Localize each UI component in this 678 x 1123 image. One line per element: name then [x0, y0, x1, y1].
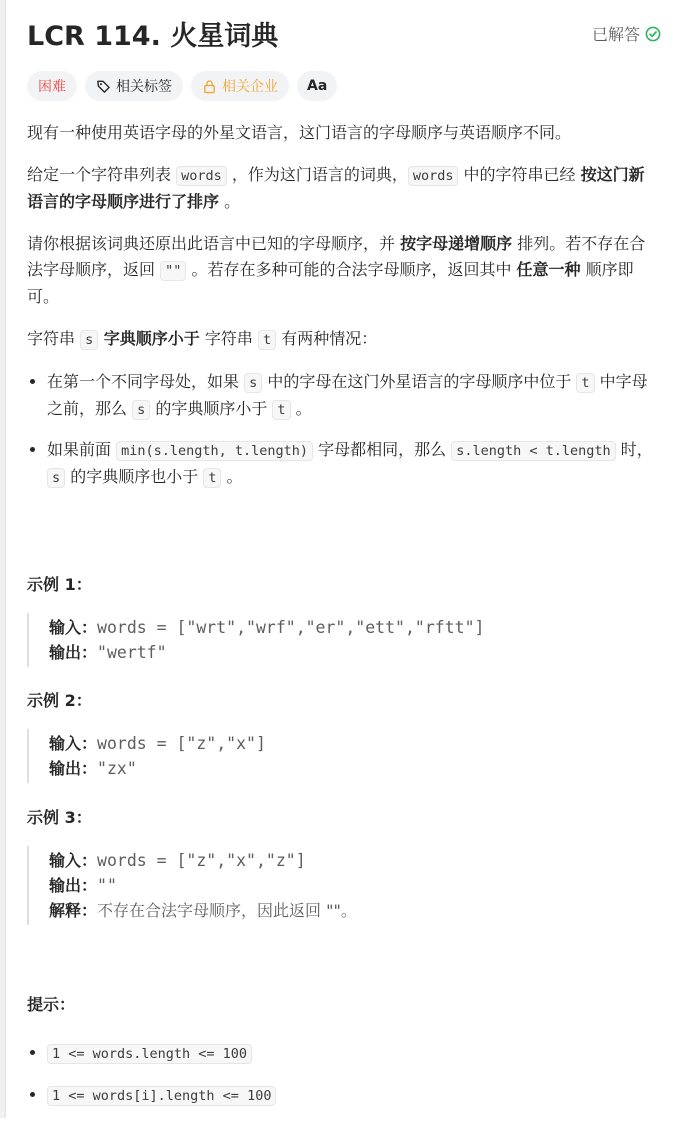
desc-bold: 按这门新语言的字母顺序进行了排序 [27, 165, 645, 211]
desc-text: 现有一种使用英语字母的外星文语言，这门语言的字母顺序与英语顺序不同。 [27, 123, 572, 142]
related-companies-button[interactable] [191, 71, 289, 101]
desc-text: 有两种情况： [276, 329, 378, 348]
constraints-list [27, 1040, 659, 1109]
left-panel-divider[interactable] [0, 0, 6, 1118]
list-item [47, 437, 659, 491]
inline-code: words [408, 166, 459, 186]
desc-text: 请你根据该词典还原出此语言中已知的字母顺序，并 [27, 234, 401, 253]
inline-code: min(s.length, t.length) [116, 441, 313, 461]
difficulty-badge[interactable] [27, 71, 77, 101]
example-block [27, 613, 659, 667]
condition-list [27, 369, 659, 491]
desc-text: 时， [615, 440, 653, 459]
desc-paragraph-1 [27, 120, 659, 146]
example-2 [27, 688, 659, 783]
example-3 [27, 805, 659, 925]
check-circle-icon [645, 26, 661, 42]
output-label: 输出： [49, 643, 98, 662]
inline-code: s [47, 468, 65, 488]
constraints-section [27, 992, 659, 1123]
desc-text: 如果前面 [47, 440, 117, 459]
example-title: 示例 2： [27, 691, 92, 710]
example-block [27, 846, 659, 925]
inline-code: "" [160, 261, 186, 281]
example-input-line [49, 848, 659, 873]
desc-text: 的字典顺序小于 [150, 399, 273, 418]
inline-code: s [132, 400, 150, 420]
desc-text: 顺序即可。 [27, 260, 634, 306]
input-value: words = ["wrt","wrf","er","ett","rftt"] [97, 618, 485, 637]
output-label: 输出： [49, 759, 98, 778]
lock-icon [202, 79, 217, 94]
desc-text: 。 [219, 192, 241, 211]
desc-text: 。 [221, 467, 243, 486]
desc-text: 在第一个不同字母处，如果 [47, 372, 245, 391]
input-label: 输入： [49, 734, 98, 753]
desc-paragraph-4 [27, 326, 659, 353]
explain-value: 不存在合法字母顺序，因此返回 ""。 [97, 901, 357, 920]
constraint-item [47, 1082, 659, 1109]
desc-text: 。 [290, 399, 312, 418]
input-value: words = ["z","x","z"] [97, 851, 306, 870]
problem-title[interactable]: LCR 114. 火星词典 [27, 21, 279, 52]
desc-text: 字母都相同，那么 [313, 440, 452, 459]
problem-content [27, 120, 659, 505]
desc-paragraph-3 [27, 231, 659, 310]
desc-bold: 字典顺序小于 [98, 329, 200, 348]
input-label: 输入： [49, 851, 98, 870]
output-value: "zx" [97, 759, 137, 778]
solved-label: 已解答 [591, 25, 640, 44]
output-value: "" [97, 876, 117, 895]
example-explain-line [49, 898, 659, 923]
translate-button[interactable] [297, 71, 337, 101]
inline-code: s.length < t.length [451, 441, 615, 461]
desc-text: 排列。若不存在合法字母顺序，返回 [27, 234, 646, 279]
desc-text: ，作为这门语言的词典， [226, 165, 408, 184]
inline-code: t [576, 373, 594, 393]
input-value: words = ["z","x"] [97, 734, 266, 753]
inline-code: words [176, 166, 227, 186]
example-output-line [49, 873, 659, 898]
output-value: "wertf" [97, 643, 167, 662]
example-title: 示例 3： [27, 808, 92, 827]
desc-text: 字符串 [27, 329, 81, 348]
desc-text: 给定一个字符串列表 [27, 165, 177, 184]
related-tags-label: 相关标签 [116, 79, 172, 95]
example-output-line [49, 640, 659, 665]
desc-text: 。若存在多种可能的合法字母顺序，返回其中 [186, 260, 517, 279]
constraint-item [47, 1040, 659, 1067]
desc-text: 的字典顺序也小于 [65, 467, 204, 486]
constraints-title: 提示： [27, 995, 76, 1014]
example-input-line [49, 615, 659, 640]
problem-header [27, 0, 659, 68]
inline-code: t [258, 330, 276, 350]
list-item [47, 369, 659, 423]
inline-code: 1 <= words.length <= 100 [47, 1044, 252, 1064]
desc-text: 字符串 [199, 329, 258, 348]
desc-bold: 任意一种 [516, 260, 581, 279]
inline-code: 1 <= words[i].length <= 100 [47, 1086, 276, 1106]
tag-icon [96, 79, 111, 94]
example-block [27, 729, 659, 783]
example-title: 示例 1： [27, 575, 92, 594]
desc-text: 中的字符串已经 [458, 165, 581, 184]
translate-icon: Aa [307, 78, 328, 94]
example-1 [27, 572, 659, 667]
tag-bar [27, 71, 337, 101]
output-label: 输出： [49, 876, 98, 895]
desc-bold: 按字母递增顺序 [400, 234, 513, 253]
inline-code: t [203, 468, 221, 488]
solved-status [592, 22, 661, 45]
inline-code: s [80, 330, 98, 350]
explain-label: 解释： [49, 901, 98, 920]
related-tags-button[interactable] [85, 71, 183, 101]
example-input-line [49, 731, 659, 756]
desc-text: 中字母之前，那么 [47, 372, 648, 418]
example-output-line [49, 756, 659, 781]
problem-description [27, 0, 659, 1104]
desc-paragraph-2 [27, 162, 659, 215]
difficulty-label: 困难 [38, 79, 66, 95]
desc-text: 中的字母在这门外星语言的字母顺序中位于 [262, 372, 577, 391]
input-label: 输入： [49, 618, 98, 637]
inline-code: s [244, 373, 262, 393]
inline-code: t [272, 400, 290, 420]
related-companies-label: 相关企业 [222, 79, 278, 95]
